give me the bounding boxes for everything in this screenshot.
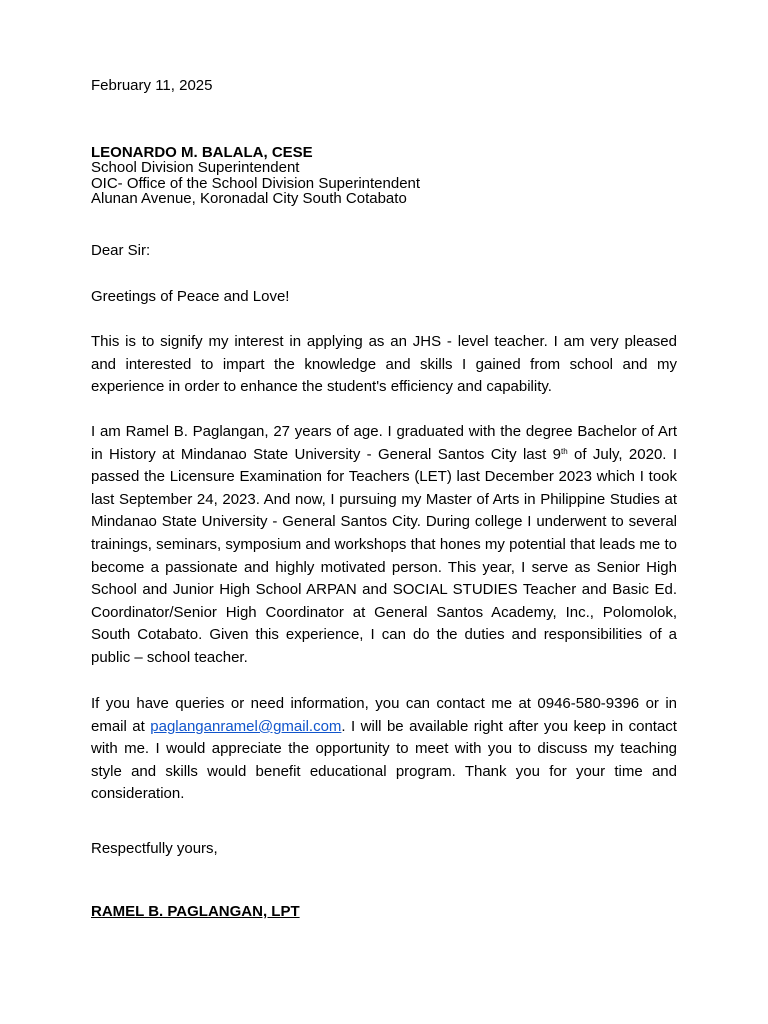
signature-name: RAMEL B. PAGLANGAN, LPT [91, 903, 300, 920]
recipient-office: OIC- Office of the School Division Superintendent [91, 174, 421, 192]
paragraph-contact [91, 693, 677, 806]
greeting: Greetings of Peace and Love! [91, 288, 290, 305]
salutation: Dear Sir: [91, 242, 151, 259]
recipient-block [91, 145, 420, 206]
email-link[interactable]: paglanganramel@gmail.com [150, 717, 342, 735]
paragraph-background-text-2: of July, 2020. I passed the Licensure Examination for Teachers (LET) last December 2023 which I took last September 24, 2023. And now, I pursuing my Master of Arts in Philippine Studies at Mindanao State University - General Santos City. During college I underwent to several trainings, seminars, symposium and workshops that hones my potential that leads me to become a passionate and highly motivated person. This year, I serve as Senior High School and Junior High School ARPAN and SOCIAL STUDIES Teacher and Basic Ed. Coordinator/Senior High Coordinator at General Santos Academy, Inc., Polomolok, South Cotabato. Given this experience, I can do the duties and responsibilities of a public – school teacher. [91, 445, 677, 666]
paragraph-interest: This is to signify my interest in applying as an JHS - level teacher. I am very pleased and interested to impart the knowledge and skills I gained from school and my experience in order to enhance the student's efficiency and capability. [91, 333, 677, 396]
closing: Respectfully yours, [91, 840, 218, 857]
ordinal-superscript: th [560, 446, 568, 456]
paragraph-background [91, 421, 677, 670]
paragraph-contact-text-1: If you have queries or need information, you can contact me at 0946-580-9396 or in email at [91, 695, 677, 735]
letter-date: February 11, 2025 [91, 77, 213, 94]
recipient-name: LEONARDO M. BALALA, CESE [91, 144, 313, 161]
recipient-address: Alunan Avenue, Koronadal City South Cotabato [91, 189, 407, 207]
paragraph-contact-text-2: . I will be available right after you keep in contact with me. I would appreciate the opportunity to meet with you to discuss my teaching style and skills would benefit educational program. Thank you for your time and consideration. [91, 717, 677, 803]
paragraph-background-text-1: I am Ramel B. Paglangan, 27 years of age. I graduated with the degree Bachelor of Art in History at Mindanao State University - General Santos City last 9 [91, 423, 677, 463]
recipient-title: School Division Superintendent [91, 159, 300, 177]
